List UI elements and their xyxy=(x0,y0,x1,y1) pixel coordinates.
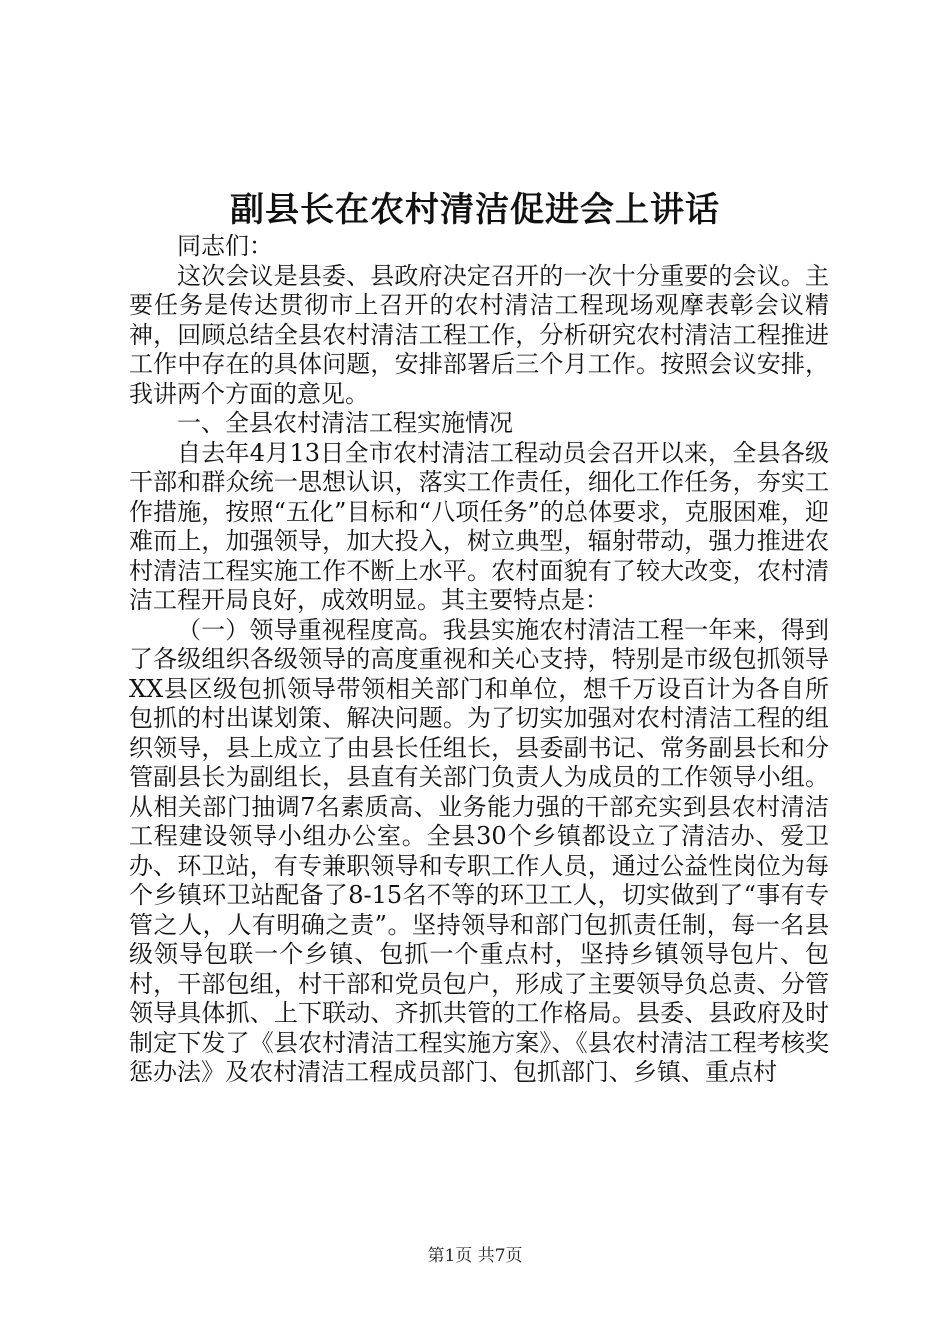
document-body xyxy=(129,232,829,1088)
section-heading-1: 一、全县农村清洁工程实施情况 xyxy=(177,409,513,437)
page-footer: 第1页 共7页 xyxy=(427,1246,523,1266)
paragraph-intro: 这次会议是县委、县政府决定召开的一次十分重要的会议。主要任务是传达贯彻市上召开的农村清洁工程现场观摩表彰会议精神，回顾总结全县农村清洁工程工作，分析研究农村清洁工程推进工作中存在的具体问题，安排部署后三个月工作。按照会议安排，我讲两个方面的意见。 xyxy=(129,261,829,408)
salutation: 同志们： xyxy=(177,232,273,260)
paragraph-overview: 自去年4月13日全市农村清洁工程动员会召开以来，全县各级干部和群众统一思想认识，落实工作责任，细化工作任务，夯实工作措施，按照“五化”目标和“八项任务”的总体要求，克服困难，迎难而上，加强领导，加大投入，树立典型，辐射带动，强力推进农村清洁工程实施工作不断上水平。农村面貌有了较大改变，农村清洁工程开局良好，成效明显。其主要特点是： xyxy=(129,438,829,614)
document-title: 副县长在农村清洁促进会上讲话 xyxy=(230,190,720,230)
paragraph-leadership: （一）领导重视程度高。我县实施农村清洁工程一年来，得到了各级组织各级领导的高度重视和关心支持，特别是市级包抓领导XX县区级包抓领导带领相关部门和单位，想千万设百计为各自所包抓的村出谋划策、解决问题。为了切实加强对农村清洁工程的组织领导，县上成立了由县长任组长，县委副书记、常务副县长和分管副县长为副组长，县直有关部门负责人为成员的工作领导小组。从相关部门抽调7名素质高、业务能力强的干部充实到县农村清洁工程建设领导小组办公室。全县30个乡镇都设立了清洁办、爱卫办、环卫站，有专兼职领导和专职工作人员，通过公益性岗位为每个乡镇环卫站配备了8-15名不等的环卫工人，切实做到了“事有专管之人，人有明确之责”。坚持领导和部门包抓责任制，每一名县级领导包联一个乡镇、包抓一个重点村，坚持乡镇领导包片、包村，干部包组，村干部和党员包户，形成了主要领导负总责、分管领导具体抓、上下联动、齐抓共管的工作格局。县委、县政府及时制定下发了《县农村清洁工程实施方案》、《县农村清洁工程考核奖惩办法》及农村清洁工程成员部门、包抓部门、乡镇、重点村 xyxy=(129,615,829,1086)
